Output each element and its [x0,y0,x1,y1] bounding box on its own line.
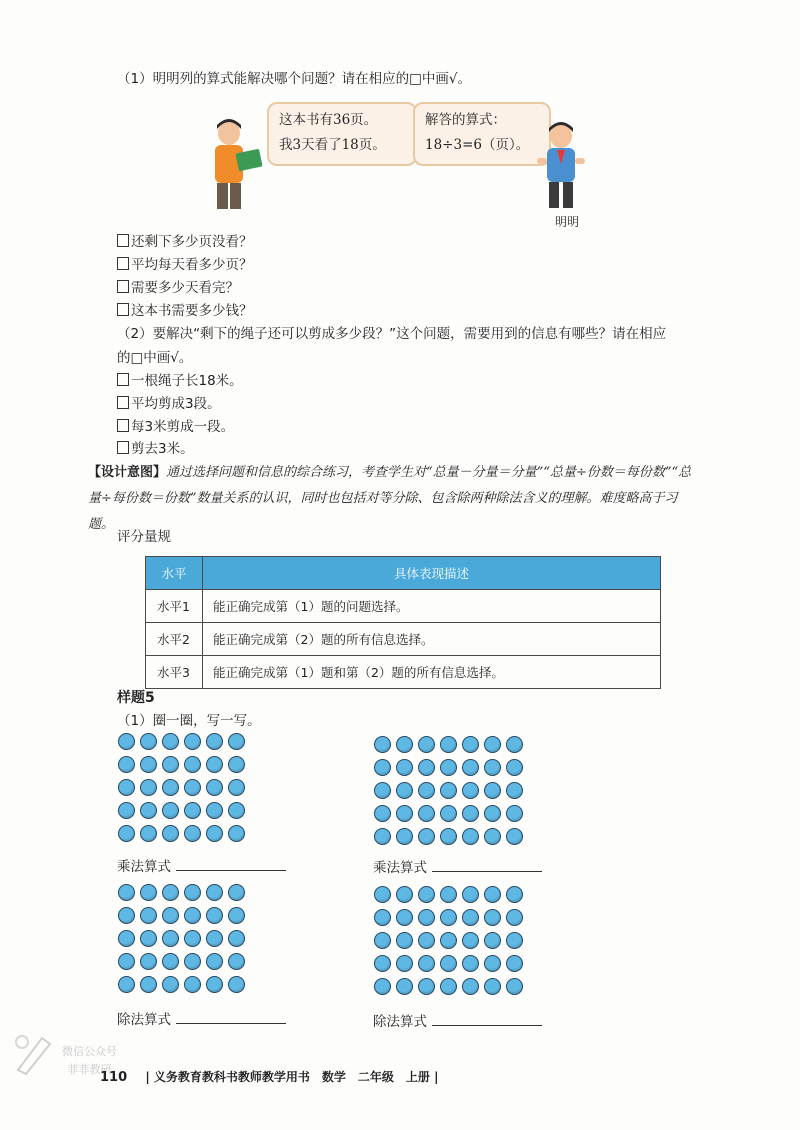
checkbox[interactable] [117,441,129,454]
dot [462,978,479,995]
dot [184,953,201,970]
sample-prompt: （1）圈一圈，写一写。 [117,713,261,729]
dot [118,825,135,842]
dot [184,907,201,924]
dot [462,828,479,845]
option-text: 需要多少天看完？ [131,280,239,296]
dot [140,756,157,773]
dot [506,782,523,799]
dot [440,782,457,799]
dot [118,802,135,819]
dot [140,930,157,947]
footer-book-title: | 义务教育教科书教师教学用书 数学 二年级 上册 | [145,1070,439,1084]
dot [140,976,157,993]
character-name: 明明 [555,215,580,229]
dot [118,976,135,993]
q1-option-2[interactable] [117,253,253,273]
checkbox[interactable] [117,280,129,293]
dot [118,953,135,970]
dot [374,886,391,903]
dot [118,930,135,947]
dot [418,909,435,926]
dot [506,886,523,903]
bubble-left-line-2: 我3天看了18页。 [279,137,386,153]
dot [418,886,435,903]
dot [484,886,501,903]
dot [228,884,245,901]
answer-line-3[interactable] [176,1023,286,1024]
dot [206,953,223,970]
dot [228,976,245,993]
dot [162,976,179,993]
dot [418,955,435,972]
dot [440,932,457,949]
dot [228,802,245,819]
watermark-logo-icon [12,1030,58,1076]
dot [374,805,391,822]
bubble-left-line-1: 这本书有36页。 [279,112,378,128]
dot [162,733,179,750]
dot [396,978,413,995]
q2-option-4[interactable] [117,437,194,457]
dot [396,932,413,949]
dot [184,802,201,819]
dot [484,955,501,972]
dot [228,825,245,842]
rubric-table [145,556,661,689]
option-text: 还剩下多少页没看？ [131,234,253,250]
dot [206,884,223,901]
header-description: 具体表现描述 [203,557,661,590]
speech-bubble-equation [413,102,551,166]
table-header-row [146,557,661,590]
dot [440,909,457,926]
dot [140,779,157,796]
dot [462,736,479,753]
design-intent-text: 通过选择问题和信息的综合练习，考查学生对“总量－分量＝分量”“总量÷份数＝每份数”“总量÷每份数＝份数”数量关系的认识，同时也包括对等分除、包含除两种除法含义的理解。难度略高于习题。 [88,465,692,532]
dot [462,955,479,972]
dot-grid-1[interactable] [118,733,250,848]
dot [396,805,413,822]
dot [418,782,435,799]
dot [418,759,435,776]
dot [418,978,435,995]
dot [440,805,457,822]
dot-grid-2[interactable] [374,736,528,851]
table-row [146,590,661,623]
checkbox[interactable] [117,396,129,409]
option-text: 这本书需要多少钱？ [131,303,253,319]
dot [484,782,501,799]
option-text: 剪去3米。 [131,441,194,457]
dot [462,909,479,926]
dot [396,782,413,799]
dot [374,932,391,949]
design-intent [88,460,696,538]
checkbox[interactable] [117,373,129,386]
watermark-line-1: 微信公众号 [62,1045,117,1058]
dot [162,802,179,819]
dot [462,759,479,776]
dot [118,733,135,750]
watermark-line-2: 菲菲教研 [67,1063,112,1076]
answer-line-1[interactable] [176,870,286,871]
dot [440,886,457,903]
dot [506,759,523,776]
equation-label-3: 除法算式 [117,1012,171,1028]
dot [484,932,501,949]
equation-label-2: 乘法算式 [373,860,427,876]
dot [396,955,413,972]
checkbox[interactable] [117,257,129,270]
dot [140,953,157,970]
equation-label-1: 乘法算式 [117,859,171,875]
sample-title: 样题5 [117,690,155,706]
level-cell: 水平2 [146,623,203,656]
dot [506,932,523,949]
dot [484,828,501,845]
dot [118,907,135,924]
dot [228,779,245,796]
dot [206,733,223,750]
dot [206,825,223,842]
dot [162,907,179,924]
dot [206,907,223,924]
dot [484,736,501,753]
dot [440,759,457,776]
table-row [146,656,661,689]
option-text: 一根绳子长18米。 [131,373,243,389]
dot [162,953,179,970]
dot [184,779,201,796]
dot [118,884,135,901]
dot [184,976,201,993]
dot [374,736,391,753]
dot [440,955,457,972]
checkbox[interactable] [117,234,129,247]
q1-option-4[interactable] [117,299,253,319]
dot [228,930,245,947]
checkbox[interactable] [117,419,129,432]
dot [162,884,179,901]
dot [396,886,413,903]
dot [396,828,413,845]
question-2-prompt: （2）要解决“剩下的绳子还可以剪成多少段？”这个问题，需要用到的信息有哪些？请在相应的□中画√。 [117,326,667,366]
dot [484,978,501,995]
dot [184,756,201,773]
dot [484,805,501,822]
dot [374,955,391,972]
answer-line-4[interactable] [432,1025,542,1026]
dot [140,907,157,924]
dot [440,828,457,845]
dot [418,932,435,949]
boy-reading-illustration [203,115,265,215]
q2-option-3[interactable] [117,415,234,435]
page-number: 110 [100,1070,128,1085]
dot [418,828,435,845]
description-cell: 能正确完成第（1）题的问题选择。 [203,590,661,623]
dot [162,930,179,947]
option-text: 每3米剪成一段。 [131,419,235,435]
table-row [146,623,661,656]
header-level: 水平 [146,557,203,590]
dot [184,825,201,842]
dot [506,909,523,926]
dot [374,828,391,845]
dot [206,779,223,796]
dot [118,756,135,773]
dot [440,736,457,753]
dot [184,930,201,947]
dot [396,909,413,926]
q2-option-2[interactable] [117,392,221,412]
q2-option-1[interactable] [117,369,243,389]
dot [140,802,157,819]
speech-bubble-book-info [267,102,417,166]
dot [162,756,179,773]
dot [506,805,523,822]
dot [418,736,435,753]
level-cell: 水平1 [146,590,203,623]
dot [206,930,223,947]
level-cell: 水平3 [146,656,203,689]
bubble-right-line-1: 解答的算式： [425,112,506,128]
dot [374,782,391,799]
dot [462,782,479,799]
mingming-illustration [535,120,587,212]
dot [484,759,501,776]
dot [228,756,245,773]
dot [374,978,391,995]
dot [440,978,457,995]
dot [484,909,501,926]
question-1-prompt: （1）明明列的算式能解决哪个问题？请在相应的□中画√。 [117,71,471,87]
option-text: 平均每天看多少页？ [131,257,253,273]
dot [228,907,245,924]
dot-grid-4[interactable] [374,886,528,1001]
dot [140,825,157,842]
checkbox[interactable] [117,303,129,316]
dot [374,759,391,776]
dot [374,909,391,926]
dot [184,733,201,750]
dot [506,828,523,845]
dot [118,779,135,796]
dot [506,955,523,972]
q1-option-1[interactable] [117,230,253,250]
dot [462,932,479,949]
design-intent-label: 【设计意图】 [88,465,167,480]
page-footer [100,1068,438,1085]
dot [162,825,179,842]
bubble-right-line-2: 18÷3=6（页）。 [425,137,530,153]
dot [140,884,157,901]
dot [462,805,479,822]
dot [162,779,179,796]
dot [184,884,201,901]
dot [506,978,523,995]
answer-line-2[interactable] [432,871,542,872]
description-cell: 能正确完成第（2）题的所有信息选择。 [203,623,661,656]
dot [228,733,245,750]
dot [228,953,245,970]
option-text: 平均剪成3段。 [131,396,221,412]
dot-grid-3[interactable] [118,884,250,999]
equation-label-4: 除法算式 [373,1014,427,1030]
dot [206,802,223,819]
rubric-title: 评分量规 [117,529,171,545]
dot [206,756,223,773]
dot [418,805,435,822]
dot [206,976,223,993]
description-cell: 能正确完成第（1）题和第（2）题的所有信息选择。 [203,656,661,689]
q1-option-3[interactable] [117,276,239,296]
dot [462,886,479,903]
dot [396,759,413,776]
dot [396,736,413,753]
dot [140,733,157,750]
dot [506,736,523,753]
